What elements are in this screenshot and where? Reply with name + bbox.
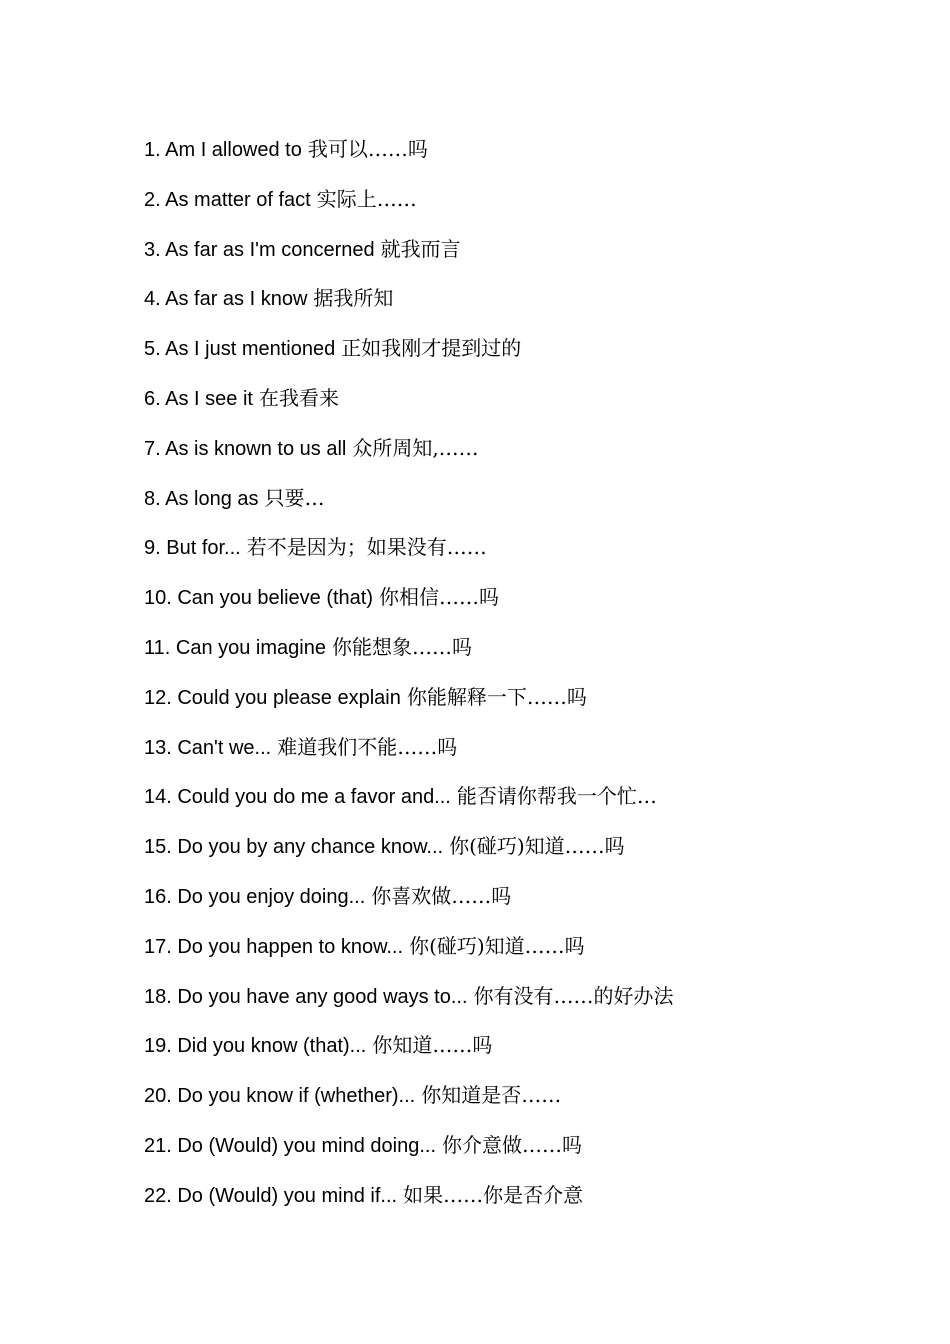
list-item <box>144 778 674 828</box>
phrase-chinese: 你知道是否…… <box>421 1083 562 1108</box>
phrase-english: 3. As far as I'm concerned <box>144 238 375 261</box>
list-item <box>144 1177 674 1227</box>
list-item <box>144 878 674 928</box>
list-item <box>144 679 674 729</box>
phrase-english: 16. Do you enjoy doing... <box>144 885 366 908</box>
phrase-chinese: 我可以……吗 <box>307 137 428 161</box>
list-item <box>144 380 674 430</box>
phrase-chinese: 你(碰巧)知道……吗 <box>449 834 625 859</box>
phrase-english: 22. Do (Would) you mind if... <box>144 1184 398 1207</box>
phrase-chinese: 就我而言 <box>380 236 461 261</box>
phrase-english: 14. Could you do me a favor and... <box>144 786 451 809</box>
phrase-english: 18. Do you have any good ways to... <box>144 985 468 1008</box>
phrase-chinese: 你介意做……吗 <box>442 1132 583 1157</box>
list-item <box>144 978 674 1028</box>
phrase-english: 20. Do you know if (whether)... <box>144 1085 416 1108</box>
list-item <box>144 1077 674 1127</box>
phrase-chinese: 难道我们不能……吗 <box>277 734 458 759</box>
phrase-chinese: 众所周知,…… <box>352 435 479 460</box>
phrase-list <box>144 131 674 1227</box>
list-item <box>144 181 674 231</box>
phrase-english: 17. Do you happen to know... <box>144 935 404 958</box>
phrase-chinese: 你有没有……的好办法 <box>473 983 674 1008</box>
phrase-chinese: 你知道……吗 <box>372 1033 493 1058</box>
list-item <box>144 928 674 978</box>
phrase-english: 21. Do (Would) you mind doing... <box>144 1134 437 1157</box>
phrase-chinese: 正如我刚才提到过的 <box>341 336 522 361</box>
phrase-chinese: 在我看来 <box>258 385 339 410</box>
list-item <box>144 579 674 629</box>
phrase-chinese: 据我所知 <box>313 286 394 311</box>
phrase-english: 6. As I see it <box>144 387 253 410</box>
list-item <box>144 430 674 480</box>
list-item <box>144 1027 674 1077</box>
list-item <box>144 529 674 579</box>
phrase-english: 8. As long as <box>144 487 259 510</box>
phrase-english: 12. Could you please explain <box>144 686 401 709</box>
list-item <box>144 729 674 779</box>
phrase-english: 11. Can you imagine <box>144 636 326 659</box>
phrase-english: 5. As I just mentioned <box>144 338 336 361</box>
phrase-english: 2. As matter of fact <box>144 188 311 211</box>
list-item <box>144 629 674 679</box>
phrase-chinese: 你喜欢做……吗 <box>371 883 512 908</box>
phrase-english: 4. As far as I know <box>144 288 308 311</box>
phrase-chinese: 你(碰巧)知道……吗 <box>409 933 585 958</box>
phrase-chinese: 如果……你是否介意 <box>403 1182 584 1207</box>
phrase-chinese: 若不是因为；如果没有…… <box>246 535 487 560</box>
list-item <box>144 480 674 530</box>
phrase-english: 13. Can't we... <box>144 736 272 759</box>
phrase-chinese: 只要… <box>264 485 325 510</box>
list-item <box>144 231 674 281</box>
phrase-english: 10. Can you believe (that) <box>144 587 374 610</box>
list-item <box>144 280 674 330</box>
list-item <box>144 330 674 380</box>
phrase-chinese: 你能想象……吗 <box>331 634 472 659</box>
phrase-chinese: 你相信……吗 <box>379 585 500 610</box>
phrase-chinese: 实际上…… <box>316 186 417 211</box>
phrase-chinese: 能否请你帮我一个忙… <box>456 784 657 809</box>
list-item <box>144 131 674 181</box>
phrase-english: 9. But for... <box>144 537 241 560</box>
phrase-english: 7. As is known to us all <box>144 437 347 460</box>
phrase-english: 19. Did you know (that)... <box>144 1035 367 1058</box>
phrase-english: 1. Am I allowed to <box>144 139 302 161</box>
list-item <box>144 1127 674 1177</box>
phrase-chinese: 你能解释一下……吗 <box>406 684 587 709</box>
phrase-english: 15. Do you by any chance know... <box>144 836 444 859</box>
list-item <box>144 828 674 878</box>
